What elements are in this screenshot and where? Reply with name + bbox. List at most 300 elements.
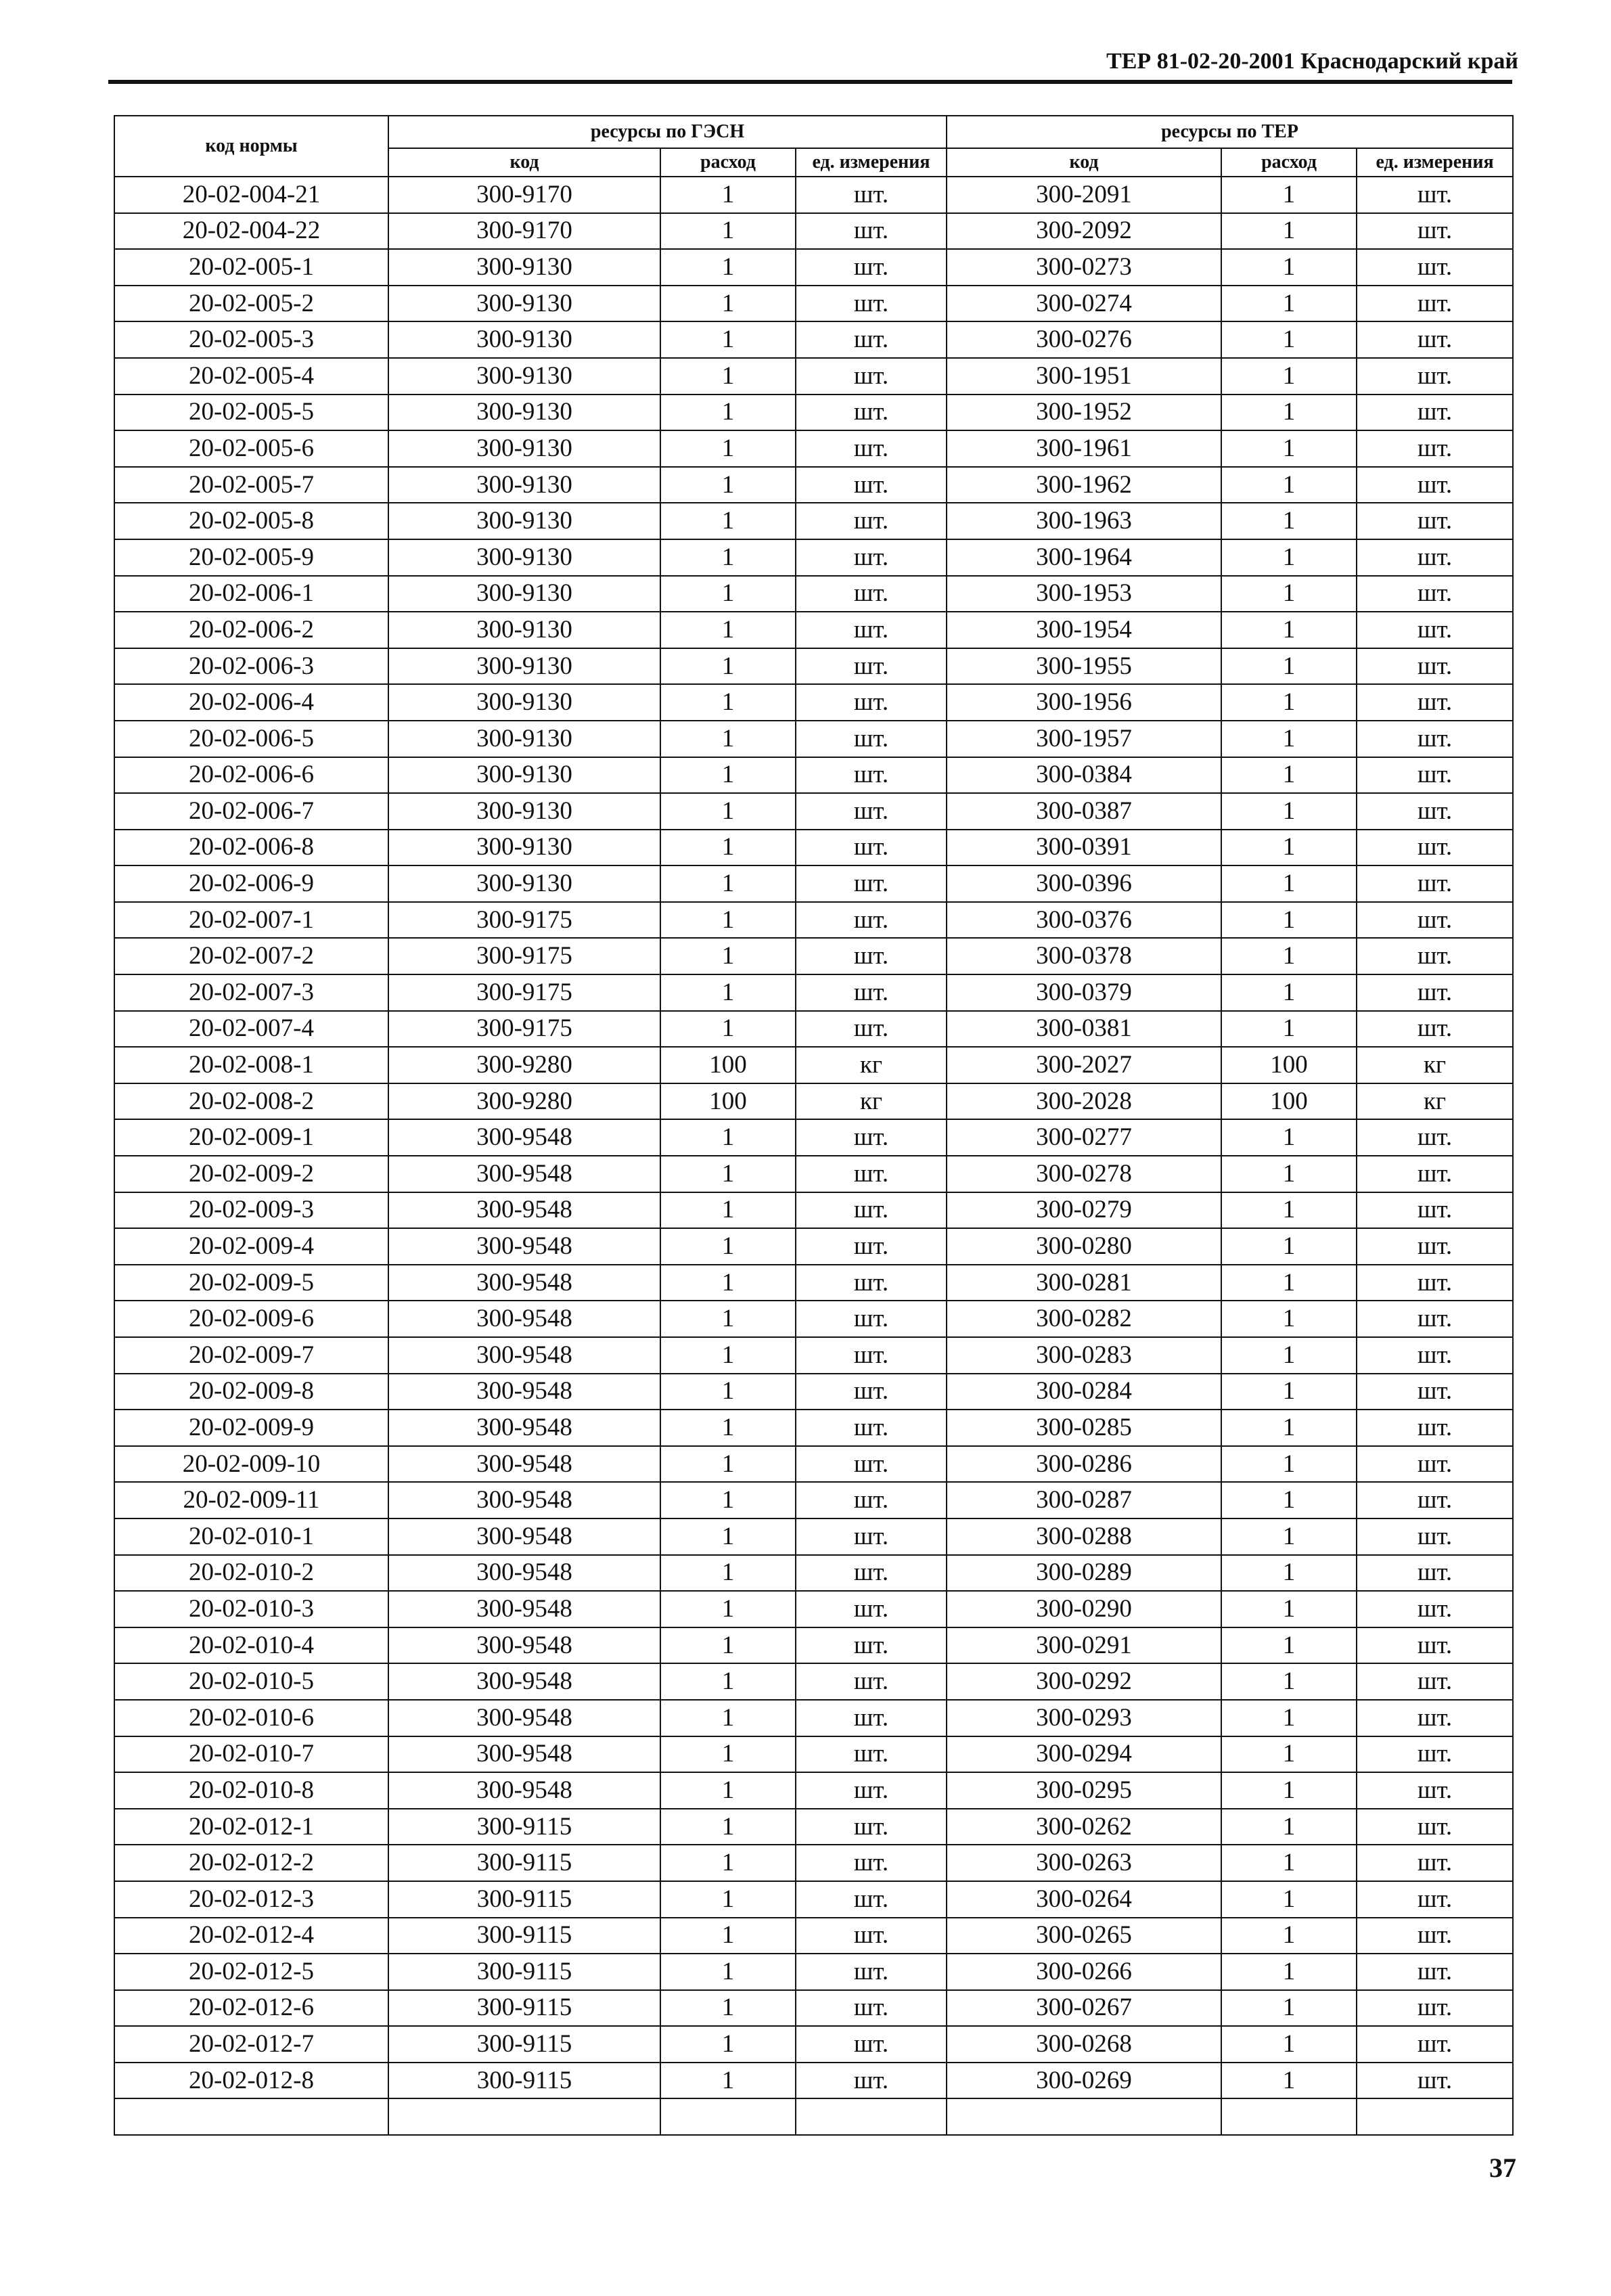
norm-code-cell: 20-02-005-6 xyxy=(114,430,388,467)
norm-code-cell: 20-02-006-1 xyxy=(114,576,388,612)
table-row xyxy=(114,1337,1513,1374)
gesn-code-cell: 300-9280 xyxy=(388,1083,660,1120)
norm-code-cell: 20-02-012-8 xyxy=(114,2063,388,2099)
table-row xyxy=(114,1192,1513,1229)
ter-rate-cell: 1 xyxy=(1221,1881,1357,1918)
gesn-code-cell: 300-9548 xyxy=(388,1374,660,1410)
gesn-unit-cell: шт. xyxy=(796,1119,947,1156)
table-row xyxy=(114,539,1513,576)
ter-code-cell: 300-0284 xyxy=(947,1374,1221,1410)
gesn-rate-cell: 1 xyxy=(660,1881,796,1918)
norm-code-cell: 20-02-005-7 xyxy=(114,467,388,503)
table-row xyxy=(114,648,1513,685)
gesn-code-cell: 300-9130 xyxy=(388,286,660,322)
ter-rate-cell: 1 xyxy=(1221,865,1357,902)
norm-code-cell: 20-02-010-8 xyxy=(114,1772,388,1809)
ter-rate-cell: 100 xyxy=(1221,1047,1357,1083)
gesn-code-cell: 300-9115 xyxy=(388,1845,660,1881)
ter-rate-cell: 1 xyxy=(1221,2026,1357,2063)
ter-code-cell: 300-0295 xyxy=(947,1772,1221,1809)
ter-code-header: код xyxy=(947,148,1221,177)
norm-code-cell: 20-02-006-6 xyxy=(114,757,388,794)
table-row xyxy=(114,1446,1513,1483)
ter-code-cell: 300-1957 xyxy=(947,721,1221,757)
gesn-unit-cell: шт. xyxy=(796,576,947,612)
gesn-code-cell: 300-9130 xyxy=(388,430,660,467)
gesn-rate-cell: 1 xyxy=(660,503,796,539)
gesn-code-cell: 300-9130 xyxy=(388,321,660,358)
ter-code-cell: 300-0379 xyxy=(947,974,1221,1011)
table-row xyxy=(114,1555,1513,1592)
ter-unit-cell: шт. xyxy=(1357,467,1513,503)
gesn-unit-cell: шт. xyxy=(796,177,947,213)
ter-code-cell: 300-1964 xyxy=(947,539,1221,576)
ter-rate-cell: 1 xyxy=(1221,249,1357,286)
table-row xyxy=(114,249,1513,286)
ter-unit-cell: шт. xyxy=(1357,1700,1513,1736)
table-row xyxy=(114,1156,1513,1192)
norm-code-cell: 20-02-006-8 xyxy=(114,830,388,866)
norm-code-cell: 20-02-012-5 xyxy=(114,1954,388,1990)
ter-code-cell: 300-0281 xyxy=(947,1265,1221,1301)
gesn-code-cell: 300-9548 xyxy=(388,1337,660,1374)
table-row xyxy=(114,721,1513,757)
ter-unit-cell: шт. xyxy=(1357,1736,1513,1773)
ter-code-cell: 300-2028 xyxy=(947,1083,1221,1120)
gesn-rate-cell: 1 xyxy=(660,1337,796,1374)
table-row xyxy=(114,1954,1513,1990)
ter-unit-cell: шт. xyxy=(1357,1627,1513,1664)
gesn-rate-cell: 1 xyxy=(660,177,796,213)
ter-code-cell: 300-0384 xyxy=(947,757,1221,794)
gesn-rate-cell: 1 xyxy=(660,902,796,939)
table-row xyxy=(114,467,1513,503)
ter-unit-cell: шт. xyxy=(1357,865,1513,902)
norm-code-cell: 20-02-010-4 xyxy=(114,1627,388,1664)
ter-rate-cell: 1 xyxy=(1221,1700,1357,1736)
gesn-unit-cell: шт. xyxy=(796,286,947,322)
ter-unit-cell: шт. xyxy=(1357,1591,1513,1627)
table-row xyxy=(114,1374,1513,1410)
gesn-rate-cell: 1 xyxy=(660,757,796,794)
ter-rate-cell: 1 xyxy=(1221,1119,1357,1156)
gesn-unit-cell: шт. xyxy=(796,1374,947,1410)
norm-code-cell: 20-02-006-2 xyxy=(114,612,388,648)
gesn-unit-cell: шт. xyxy=(796,1627,947,1664)
gesn-unit-cell: шт. xyxy=(796,249,947,286)
ter-code-cell: 300-0273 xyxy=(947,249,1221,286)
norm-code-cell: 20-02-004-21 xyxy=(114,177,388,213)
gesn-unit-cell: шт. xyxy=(796,1809,947,1845)
ter-code-cell: 300-0391 xyxy=(947,830,1221,866)
gesn-rate-cell: 1 xyxy=(660,430,796,467)
ter-unit-cell: шт. xyxy=(1357,358,1513,395)
gesn-code-cell: 300-9115 xyxy=(388,2063,660,2099)
gesn-unit-cell: шт. xyxy=(796,1482,947,1518)
table-row xyxy=(114,1990,1513,2027)
norm-code-cell: 20-02-009-2 xyxy=(114,1156,388,1192)
ter-unit-cell: шт. xyxy=(1357,1663,1513,1700)
ter-unit-cell: шт. xyxy=(1357,395,1513,431)
gesn-unit-cell: шт. xyxy=(796,648,947,685)
gesn-code-cell: 300-9548 xyxy=(388,1555,660,1592)
ter-rate-cell: 1 xyxy=(1221,757,1357,794)
ter-code-cell: 300-2092 xyxy=(947,213,1221,250)
norm-code-cell: 20-02-010-1 xyxy=(114,1518,388,1555)
gesn-rate-cell: 100 xyxy=(660,1083,796,1120)
ter-unit-cell: шт. xyxy=(1357,1337,1513,1374)
gesn-rate-cell: 1 xyxy=(660,1663,796,1700)
gesn-code-cell: 300-9548 xyxy=(388,1192,660,1229)
ter-unit-cell: шт. xyxy=(1357,938,1513,974)
norm-code-cell: 20-02-005-8 xyxy=(114,503,388,539)
gesn-rate-cell: 1 xyxy=(660,321,796,358)
gesn-rate-cell: 1 xyxy=(660,1374,796,1410)
gesn-rate-cell: 1 xyxy=(660,721,796,757)
ter-code-cell: 300-0283 xyxy=(947,1337,1221,1374)
ter-code-cell: 300-0280 xyxy=(947,1228,1221,1265)
gesn-unit-cell: шт. xyxy=(796,1591,947,1627)
ter-unit-cell: шт. xyxy=(1357,1192,1513,1229)
gesn-unit-cell: шт. xyxy=(796,213,947,250)
gesn-unit-cell: шт. xyxy=(796,974,947,1011)
gesn-unit-cell: шт. xyxy=(796,757,947,794)
ter-code-cell: 300-1954 xyxy=(947,612,1221,648)
gesn-code-cell: 300-9548 xyxy=(388,1591,660,1627)
gesn-rate-cell: 1 xyxy=(660,1990,796,2027)
gesn-rate-cell: 1 xyxy=(660,395,796,431)
norm-code-cell: 20-02-009-6 xyxy=(114,1301,388,1337)
table-row xyxy=(114,1772,1513,1809)
gesn-rate-cell: 1 xyxy=(660,539,796,576)
gesn-code-cell: 300-9115 xyxy=(388,1881,660,1918)
ter-code-cell: 300-0290 xyxy=(947,1591,1221,1627)
ter-unit-cell: шт. xyxy=(1357,1809,1513,1845)
gesn-rate-cell: 1 xyxy=(660,1918,796,1954)
ter-code-cell: 300-0279 xyxy=(947,1192,1221,1229)
ter-code-cell: 300-0265 xyxy=(947,1918,1221,1954)
ter-code-cell: 300-0268 xyxy=(947,2026,1221,2063)
ter-rate-cell: 1 xyxy=(1221,430,1357,467)
gesn-unit-cell: шт. xyxy=(796,902,947,939)
gesn-code-cell: 300-9130 xyxy=(388,539,660,576)
page-number: 37 xyxy=(1489,2153,1516,2183)
ter-code-cell: 300-0266 xyxy=(947,1954,1221,1990)
table-row xyxy=(114,1047,1513,1083)
gesn-rate-cell: 1 xyxy=(660,612,796,648)
norm-code-cell: 20-02-012-1 xyxy=(114,1809,388,1845)
gesn-rate-cell: 1 xyxy=(660,2026,796,2063)
table-row xyxy=(114,1736,1513,1773)
gesn-unit-cell: шт. xyxy=(796,430,947,467)
gesn-unit-header: ед. измерения xyxy=(796,148,947,177)
gesn-rate-cell: 1 xyxy=(660,1156,796,1192)
ter-rate-cell: 1 xyxy=(1221,1156,1357,1192)
gesn-rate-cell: 1 xyxy=(660,793,796,830)
table-row xyxy=(114,1119,1513,1156)
gesn-code-cell: 300-9130 xyxy=(388,793,660,830)
norm-code-cell: 20-02-007-4 xyxy=(114,1011,388,1048)
ter-unit-cell: шт. xyxy=(1357,1990,1513,2027)
gesn-unit-cell: шт. xyxy=(796,865,947,902)
gesn-unit-cell: шт. xyxy=(796,1518,947,1555)
gesn-unit-cell: шт. xyxy=(796,938,947,974)
ter-code-cell: 300-0387 xyxy=(947,793,1221,830)
ter-resources-header: ресурсы по ТЕР xyxy=(947,116,1513,148)
ter-unit-cell: шт. xyxy=(1357,1265,1513,1301)
ter-rate-cell: 1 xyxy=(1221,684,1357,721)
header-rule xyxy=(108,80,1512,84)
empty-cell xyxy=(796,2098,947,2135)
gesn-rate-cell: 1 xyxy=(660,1772,796,1809)
gesn-unit-cell: шт. xyxy=(796,1228,947,1265)
table-row xyxy=(114,395,1513,431)
ter-rate-cell: 1 xyxy=(1221,2063,1357,2099)
gesn-rate-cell: 1 xyxy=(660,1736,796,1773)
gesn-code-cell: 300-9175 xyxy=(388,902,660,939)
ter-unit-cell: шт. xyxy=(1357,503,1513,539)
ter-rate-cell: 100 xyxy=(1221,1083,1357,1120)
table-row xyxy=(114,1011,1513,1048)
gesn-unit-cell: шт. xyxy=(796,1736,947,1773)
norm-code-cell: 20-02-012-7 xyxy=(114,2026,388,2063)
ter-unit-cell: шт. xyxy=(1357,576,1513,612)
gesn-rate-cell: 1 xyxy=(660,1845,796,1881)
ter-code-cell: 300-1956 xyxy=(947,684,1221,721)
table-row xyxy=(114,1228,1513,1265)
gesn-rate-cell: 1 xyxy=(660,2063,796,2099)
gesn-rate-cell: 1 xyxy=(660,1119,796,1156)
gesn-code-cell: 300-9548 xyxy=(388,1228,660,1265)
ter-unit-cell: шт. xyxy=(1357,539,1513,576)
gesn-unit-cell: шт. xyxy=(796,467,947,503)
ter-unit-cell: шт. xyxy=(1357,1555,1513,1592)
gesn-rate-cell: 1 xyxy=(660,1700,796,1736)
gesn-code-cell: 300-9130 xyxy=(388,467,660,503)
norm-code-cell: 20-02-006-5 xyxy=(114,721,388,757)
gesn-unit-cell: шт. xyxy=(796,830,947,866)
ter-code-cell: 300-0278 xyxy=(947,1156,1221,1192)
norm-code-cell: 20-02-009-4 xyxy=(114,1228,388,1265)
table-header-row xyxy=(114,116,1513,148)
gesn-code-cell: 300-9130 xyxy=(388,503,660,539)
ter-unit-cell: шт. xyxy=(1357,1301,1513,1337)
ter-code-cell: 300-1961 xyxy=(947,430,1221,467)
table-row xyxy=(114,1663,1513,1700)
ter-unit-cell: шт. xyxy=(1357,249,1513,286)
gesn-unit-cell: шт. xyxy=(796,503,947,539)
gesn-code-cell: 300-9175 xyxy=(388,974,660,1011)
norm-code-cell: 20-02-009-8 xyxy=(114,1374,388,1410)
gesn-unit-cell: шт. xyxy=(796,1337,947,1374)
gesn-unit-cell: шт. xyxy=(796,321,947,358)
ter-code-cell: 300-0381 xyxy=(947,1011,1221,1048)
gesn-rate-cell: 1 xyxy=(660,865,796,902)
table-row xyxy=(114,684,1513,721)
table-row xyxy=(114,430,1513,467)
ter-rate-cell: 1 xyxy=(1221,1954,1357,1990)
ter-unit-cell: шт. xyxy=(1357,830,1513,866)
table-row xyxy=(114,2026,1513,2063)
ter-rate-cell: 1 xyxy=(1221,1627,1357,1664)
ter-code-cell: 300-0286 xyxy=(947,1446,1221,1483)
ter-unit-cell: шт. xyxy=(1357,757,1513,794)
norm-code-header: код нормы xyxy=(114,116,388,177)
norm-code-cell: 20-02-005-3 xyxy=(114,321,388,358)
ter-rate-cell: 1 xyxy=(1221,1990,1357,2027)
gesn-unit-cell: шт. xyxy=(796,2063,947,2099)
gesn-code-cell: 300-9130 xyxy=(388,648,660,685)
ter-unit-cell: шт. xyxy=(1357,177,1513,213)
gesn-rate-cell: 1 xyxy=(660,1011,796,1048)
table-body xyxy=(114,177,1513,2135)
gesn-rate-cell: 1 xyxy=(660,1954,796,1990)
gesn-unit-cell: шт. xyxy=(796,1954,947,1990)
gesn-resources-header: ресурсы по ГЭСН xyxy=(388,116,947,148)
table-row xyxy=(114,1881,1513,1918)
ter-unit-cell: кг xyxy=(1357,1083,1513,1120)
table-row xyxy=(114,1410,1513,1446)
ter-rate-cell: 1 xyxy=(1221,1446,1357,1483)
ter-code-cell: 300-1963 xyxy=(947,503,1221,539)
norm-code-cell: 20-02-012-2 xyxy=(114,1845,388,1881)
gesn-code-cell: 300-9548 xyxy=(388,1301,660,1337)
gesn-unit-cell: шт. xyxy=(796,1700,947,1736)
empty-cell xyxy=(947,2098,1221,2135)
ter-code-cell: 300-0289 xyxy=(947,1555,1221,1592)
ter-unit-cell: шт. xyxy=(1357,1011,1513,1048)
gesn-code-cell: 300-9130 xyxy=(388,612,660,648)
ter-unit-cell: шт. xyxy=(1357,1446,1513,1483)
table-row xyxy=(114,358,1513,395)
table-row xyxy=(114,576,1513,612)
ter-code-cell: 300-1955 xyxy=(947,648,1221,685)
ter-rate-cell: 1 xyxy=(1221,793,1357,830)
ter-rate-cell: 1 xyxy=(1221,721,1357,757)
gesn-rate-header: расход xyxy=(660,148,796,177)
gesn-rate-cell: 1 xyxy=(660,1591,796,1627)
ter-code-cell: 300-1953 xyxy=(947,576,1221,612)
ter-code-cell: 300-0262 xyxy=(947,1809,1221,1845)
gesn-unit-cell: шт. xyxy=(796,721,947,757)
ter-unit-cell: шт. xyxy=(1357,1918,1513,1954)
ter-unit-cell: шт. xyxy=(1357,1410,1513,1446)
gesn-code-cell: 300-9548 xyxy=(388,1119,660,1156)
ter-rate-cell: 1 xyxy=(1221,467,1357,503)
norm-code-cell: 20-02-005-1 xyxy=(114,249,388,286)
gesn-code-cell: 300-9115 xyxy=(388,1809,660,1845)
norm-code-cell: 20-02-006-4 xyxy=(114,684,388,721)
gesn-rate-cell: 1 xyxy=(660,1446,796,1483)
ter-unit-cell: шт. xyxy=(1357,684,1513,721)
norm-code-cell: 20-02-009-5 xyxy=(114,1265,388,1301)
ter-unit-cell: шт. xyxy=(1357,1374,1513,1410)
gesn-unit-cell: шт. xyxy=(796,1555,947,1592)
gesn-unit-cell: шт. xyxy=(796,684,947,721)
gesn-unit-cell: шт. xyxy=(796,1881,947,1918)
norm-code-cell: 20-02-007-2 xyxy=(114,938,388,974)
gesn-code-cell: 300-9130 xyxy=(388,684,660,721)
table-row xyxy=(114,1845,1513,1881)
ter-rate-cell: 1 xyxy=(1221,1011,1357,1048)
ter-unit-cell: шт. xyxy=(1357,213,1513,250)
ter-rate-cell: 1 xyxy=(1221,1736,1357,1773)
gesn-unit-cell: шт. xyxy=(796,1265,947,1301)
ter-rate-cell: 1 xyxy=(1221,830,1357,866)
norm-code-cell: 20-02-006-7 xyxy=(114,793,388,830)
ter-unit-cell: шт. xyxy=(1357,1119,1513,1156)
gesn-code-cell: 300-9130 xyxy=(388,830,660,866)
ter-rate-cell: 1 xyxy=(1221,612,1357,648)
gesn-code-cell: 300-9548 xyxy=(388,1446,660,1483)
gesn-code-cell: 300-9130 xyxy=(388,865,660,902)
table-row xyxy=(114,902,1513,939)
empty-table-row xyxy=(114,2098,1513,2135)
norm-code-cell: 20-02-007-3 xyxy=(114,974,388,1011)
norm-code-cell: 20-02-009-10 xyxy=(114,1446,388,1483)
gesn-rate-cell: 1 xyxy=(660,576,796,612)
ter-rate-cell: 1 xyxy=(1221,213,1357,250)
gesn-code-cell: 300-9548 xyxy=(388,1156,660,1192)
ter-rate-cell: 1 xyxy=(1221,1772,1357,1809)
gesn-rate-cell: 1 xyxy=(660,684,796,721)
gesn-unit-cell: шт. xyxy=(796,1011,947,1048)
ter-unit-cell: шт. xyxy=(1357,1845,1513,1881)
ter-rate-cell: 1 xyxy=(1221,1663,1357,1700)
ter-unit-cell: шт. xyxy=(1357,974,1513,1011)
norm-code-cell: 20-02-007-1 xyxy=(114,902,388,939)
norm-code-cell: 20-02-010-5 xyxy=(114,1663,388,1700)
table-row xyxy=(114,177,1513,213)
ter-code-cell: 300-0294 xyxy=(947,1736,1221,1773)
ter-code-cell: 300-0282 xyxy=(947,1301,1221,1337)
ter-unit-cell: кг xyxy=(1357,1047,1513,1083)
norm-code-cell: 20-02-012-4 xyxy=(114,1918,388,1954)
gesn-code-cell: 300-9548 xyxy=(388,1700,660,1736)
ter-rate-cell: 1 xyxy=(1221,286,1357,322)
gesn-rate-cell: 1 xyxy=(660,1482,796,1518)
gesn-unit-cell: шт. xyxy=(796,1845,947,1881)
gesn-code-cell: 300-9548 xyxy=(388,1663,660,1700)
ter-unit-cell: шт. xyxy=(1357,721,1513,757)
gesn-unit-cell: шт. xyxy=(796,1446,947,1483)
gesn-rate-cell: 1 xyxy=(660,830,796,866)
gesn-code-cell: 300-9130 xyxy=(388,395,660,431)
gesn-code-cell: 300-9130 xyxy=(388,721,660,757)
gesn-code-cell: 300-9175 xyxy=(388,938,660,974)
gesn-rate-cell: 100 xyxy=(660,1047,796,1083)
gesn-unit-cell: шт. xyxy=(796,1410,947,1446)
gesn-rate-cell: 1 xyxy=(660,1809,796,1845)
gesn-code-cell: 300-9130 xyxy=(388,757,660,794)
gesn-code-cell: 300-9548 xyxy=(388,1772,660,1809)
ter-unit-cell: шт. xyxy=(1357,612,1513,648)
gesn-unit-cell: шт. xyxy=(796,358,947,395)
table-row xyxy=(114,503,1513,539)
gesn-unit-cell: шт. xyxy=(796,1301,947,1337)
gesn-unit-cell: шт. xyxy=(796,1156,947,1192)
table-row xyxy=(114,1482,1513,1518)
ter-unit-cell: шт. xyxy=(1357,1156,1513,1192)
table-row xyxy=(114,757,1513,794)
ter-code-cell: 300-0293 xyxy=(947,1700,1221,1736)
gesn-code-cell: 300-9130 xyxy=(388,249,660,286)
ter-code-cell: 300-0277 xyxy=(947,1119,1221,1156)
norm-code-cell: 20-02-010-6 xyxy=(114,1700,388,1736)
ter-unit-header: ед. измерения xyxy=(1357,148,1513,177)
ter-unit-cell: шт. xyxy=(1357,1772,1513,1809)
gesn-unit-cell: шт. xyxy=(796,1990,947,2027)
